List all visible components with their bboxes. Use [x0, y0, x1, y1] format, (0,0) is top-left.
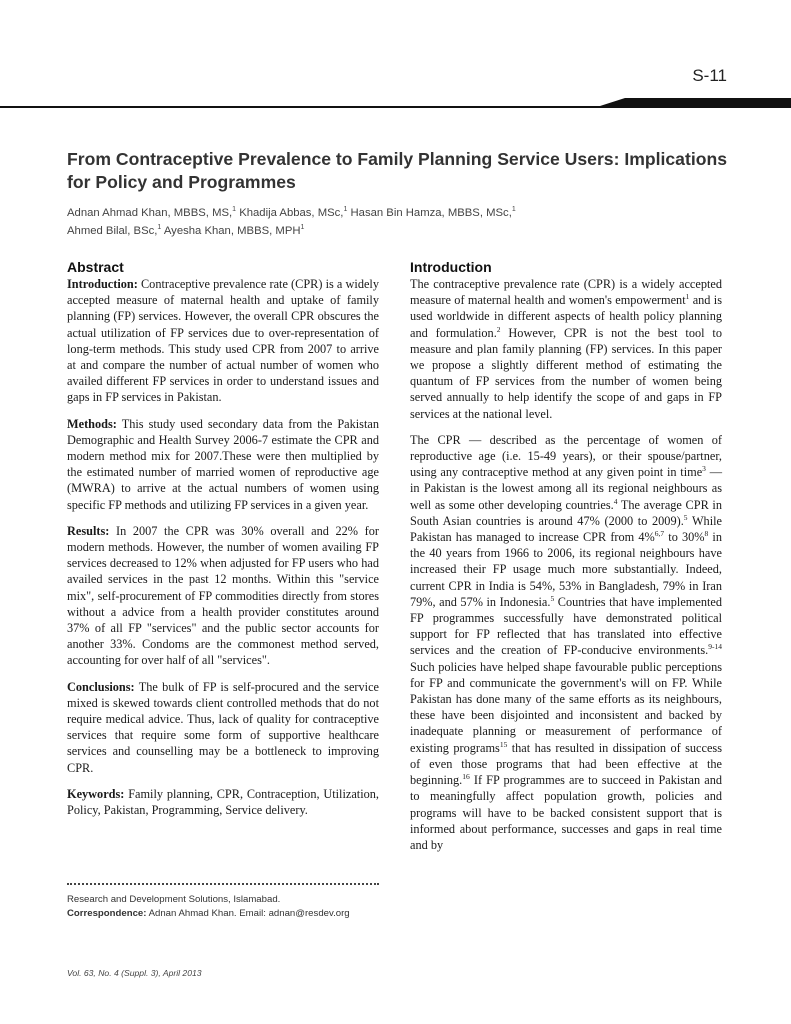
introduction-heading: Introduction — [410, 259, 492, 275]
correspondence-label: Correspondence: — [67, 908, 147, 919]
abstract-results-label: Results: — [67, 523, 110, 538]
citation-mark: 15 — [499, 739, 508, 749]
author-list — [67, 204, 727, 240]
author-name: Adnan Ahmad Khan, MBBS, MS, — [67, 207, 233, 219]
journal-reference: Vol. 63, No. 4 (Suppl. 3), April 2013 — [67, 968, 202, 978]
abstract-keywords-label: Keywords: — [67, 786, 125, 801]
citation-mark: 1 — [685, 292, 690, 302]
text-run: The average CPR in South Asian countries is around 47% (2000 to 2009). — [410, 497, 722, 528]
author-name: Ayesha Khan, MBBS, MPH — [163, 225, 301, 237]
text-run: that has resulted in dissipation of success of even those programs that had been effective at the beginning. — [410, 740, 722, 788]
text-run: However, CPR is not the best tool to measure and plan family planning (FP) services. In this paper we propose a slightly different method of estimating the quantum of FP services from the number of women being served annually to help identify the scope of and gaps in FP services at the national level. — [410, 325, 722, 421]
article-title: From Contraceptive Prevalence to Family Planning Service Users: Implications for Policy and Programmes — [67, 149, 727, 192]
abstract-conclusions-label: Conclusions: — [67, 679, 135, 694]
introduction-paragraph-1 — [410, 276, 722, 422]
abstract-results-text: In 2007 the CPR was 30% overall and 22% for modern methods. However, the number of women availing FP services decreased to 12% when adjusted for FP users who had availed services in the past 12 months. Within this "service mix", self-procurement of FP commodities directly from stores without a advice from a health provider constitutes around 37% of all FP "services" and the public sector accounts for another 33%. Condoms are the commonest method served, accounting for over half of all "services". — [67, 523, 379, 668]
citation-mark: 2 — [496, 324, 501, 334]
header-rule-line — [0, 106, 600, 108]
text-run: The CPR — described as the percentage of women of reproductive age (i.e. 15-49 years), or their spouse/partner, using any contraceptive method at any given point in time — [410, 432, 722, 480]
affiliation-block — [67, 893, 387, 921]
text-run: Such policies have helped shape favourable public perceptions for FP and communicate the government's will on FP. While Pakistan has done many of the same efforts as its neighbours, these have been disjointed and inconsistent and backed by inadequate planning or measurement of performance of existing programs — [410, 659, 722, 755]
author-affiliation-mark: 1 — [343, 206, 348, 214]
citation-mark: 5 — [550, 593, 555, 603]
abstract-keywords-text: Family planning, CPR, Contraception, Utilization, Policy, Pakistan, Programming, Service delivery. — [67, 786, 380, 818]
abstract-methods-text: This study used secondary data from the Pakistan Demographic and Health Survey 2006-7 estimate the CPR and modern method mix for 2007.These were then multiplied by the estimated number of married women of reproductive age (MWRA) to arrive at the actual numbers of women using specific FP methods and utilizing FP services in a given year. — [67, 416, 379, 512]
affiliation-text: Research and Development Solutions, Islamabad. — [67, 894, 281, 905]
text-run: The contraceptive prevalence rate (CPR) is a widely accepted measure of maternal health and women's empowerment — [410, 277, 722, 308]
abstract-conclusions-text: The bulk of FP is self-procured and the service mixed is skewed towards client controlled methods that do not require medical advice. Thus, lack of quality for contraceptive services that require some form of supportive healthcare services and counselling may be a bottleneck to improving CPR. — [67, 679, 379, 775]
abstract-results — [67, 523, 379, 669]
citation-mark: 5 — [683, 512, 688, 522]
abstract-keywords — [67, 786, 379, 818]
text-run: — in Pakistan is the lowest among all its regional neighbours as well as some other developing countries. — [410, 465, 722, 512]
citation-mark: 6,7 — [654, 528, 665, 538]
correspondence-text: Adnan Ahmad Khan. Email: adnan@resdev.org — [148, 908, 350, 919]
text-run: While Pakistan has managed to increase CPR from 4% — [410, 513, 722, 545]
page-number: S-11 — [692, 66, 727, 85]
text-run: to 30% — [664, 530, 705, 545]
abstract-methods — [67, 416, 379, 513]
text-run: in the 40 years from 1966 to 2006, its regional neighbours have increased their FP usage much more substantially. Indeed, current CPR in India is 54%, 53% in Bangladesh, 79% in Iran 79%, and 57% in Indonesia. — [410, 530, 722, 609]
text-run: and is used worldwide in different aspects of health policy planning and formulation. — [410, 293, 722, 340]
header-rule — [0, 96, 791, 122]
author-name: Ahmed Bilal, BSc, — [67, 225, 158, 237]
abstract-conclusions — [67, 679, 379, 776]
abstract-heading: Abstract — [67, 259, 124, 275]
abstract-introduction-label: Introduction: — [67, 277, 138, 291]
author-affiliation-mark: 1 — [232, 206, 237, 214]
author-affiliation-mark: 1 — [157, 224, 162, 232]
citation-mark: 8 — [704, 528, 709, 538]
author-name: Hasan Bin Hamza, MBBS, MSc, — [350, 207, 512, 219]
citation-mark: 4 — [613, 496, 618, 506]
author-affiliation-mark: 1 — [300, 224, 305, 232]
header-rule-tab — [600, 98, 791, 108]
abstract-introduction-text: Contraceptive prevalence rate (CPR) is a widely accepted measure of maternal health and uptake of family planning (FP) services. However, the overall CPR obscures the actual utilization of FP services due to over-representation of long-term methods. This study used CPR from 2007 to arrive at and compare the number of actual number of women who availed different FP services in order to understand issues and gaps in FP services in Pakistan. — [67, 277, 379, 405]
text-run: If FP programmes are to succeed in Pakistan and to meaningfully affect population growth, policies and programs will have to be backed consistent support that is informed about performance, successes and gaps in real time and by — [410, 773, 722, 852]
author-affiliation-mark: 1 — [511, 206, 516, 214]
abstract-methods-label: Methods: — [67, 416, 117, 431]
correspondence-line — [67, 907, 387, 921]
abstract-introduction — [67, 276, 379, 406]
author-name: Khadija Abbas, MSc, — [239, 207, 344, 219]
citation-mark: 9-14 — [708, 642, 722, 652]
citation-mark: 16 — [462, 772, 470, 781]
footnote-divider — [67, 883, 379, 885]
introduction-section — [410, 258, 722, 863]
abstract-section — [67, 258, 379, 828]
citation-mark: 3 — [702, 464, 706, 474]
text-run: Countries that have implemented FP programmes successfully have demonstrated political support for FP reflected that has translated into effective services and the creation of FP-conducive environments. — [410, 594, 722, 658]
introduction-paragraph-2 — [410, 432, 722, 853]
